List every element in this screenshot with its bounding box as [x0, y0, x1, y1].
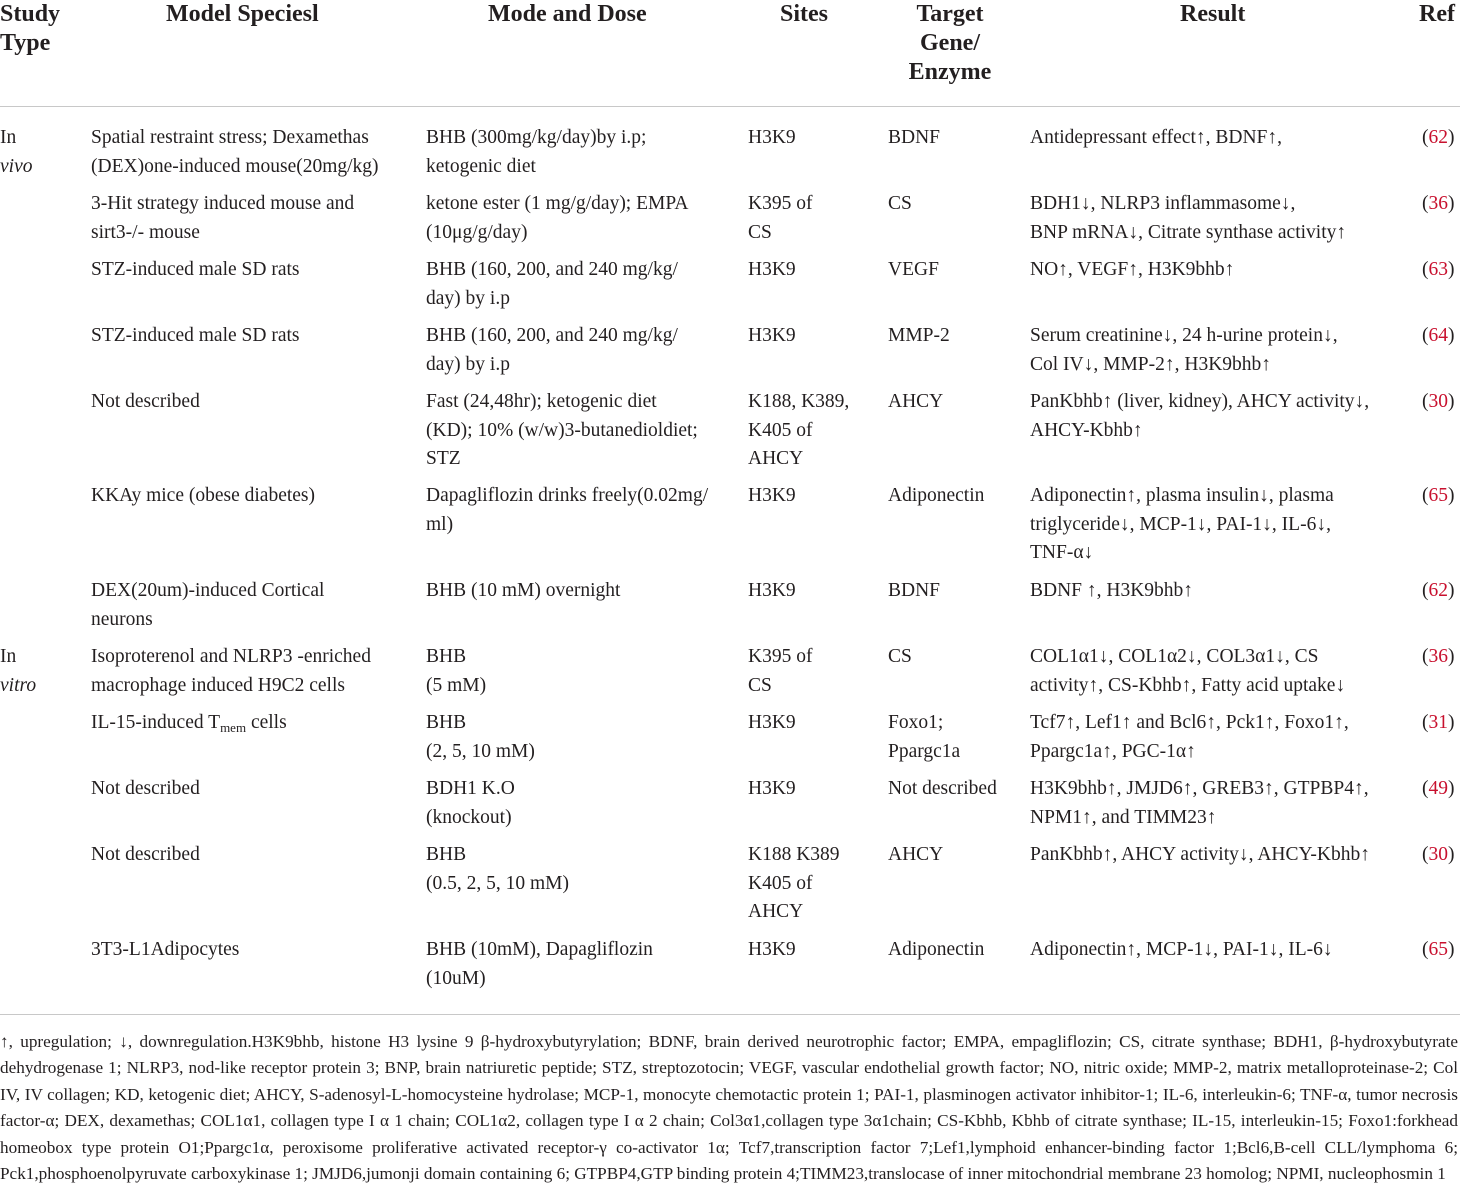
- cell-line: ketone ester (1 mg/g/day); EMPA: [426, 193, 689, 214]
- ref-link[interactable]: 62: [1428, 580, 1448, 601]
- cell-line: BHB (160, 200, and 240 mg/kg/: [426, 325, 678, 346]
- header-model-species: Model Speciesl: [166, 1, 319, 27]
- cell-sites: [748, 577, 873, 606]
- cell-target-gene: [888, 775, 1023, 804]
- cell-mode-and-dose: [426, 190, 736, 247]
- footer-divider: [0, 1014, 1460, 1015]
- header-study-type: [0, 0, 60, 58]
- ref-link[interactable]: 65: [1428, 485, 1448, 506]
- cell-line: CS: [748, 674, 772, 696]
- cell-result: [1030, 936, 1430, 965]
- cell-line: (5 mM): [426, 674, 487, 696]
- cell-line: BDNF: [888, 580, 941, 601]
- cell-line: BHB: [426, 646, 467, 667]
- cell-target-gene: [888, 482, 1023, 511]
- cell-sites: [748, 709, 873, 738]
- cell-model-species: [91, 775, 411, 804]
- cell-line: H3K9: [748, 259, 796, 280]
- cell-line: H3K9: [748, 325, 796, 346]
- cell-result: [1030, 841, 1430, 870]
- cell-line: BHB (10mM), Dapagliflozin: [426, 939, 653, 960]
- cell-model-species: [91, 936, 411, 965]
- cell-line: BHB (10 mM) overnight: [426, 580, 621, 601]
- cell-line: sirt3-/- mouse: [91, 221, 200, 243]
- cell-model-species: [91, 577, 411, 634]
- cell-target-gene: [888, 577, 1023, 606]
- cell-line: (knockout): [426, 806, 512, 828]
- cell-sites: [748, 775, 873, 804]
- header-result: Result: [1180, 1, 1246, 27]
- cell-line: Tcf7↑, Lef1↑ and Bcl6↑, Pck1↑, Foxo1↑,: [1030, 712, 1349, 733]
- cell-result: [1030, 577, 1430, 606]
- cell-ref: (30): [1422, 844, 1455, 865]
- cell-line: Adiponectin↑, plasma insulin↓, plasma: [1030, 485, 1334, 506]
- cell-sites: [748, 841, 873, 927]
- cell-ref: (36): [1422, 193, 1455, 214]
- ref-link[interactable]: 64: [1428, 325, 1448, 346]
- cell-line: BDH1 K.O: [426, 778, 515, 799]
- cell-line: Not described: [91, 778, 200, 799]
- cell-target-gene: [888, 643, 1023, 672]
- cell-model-species: [91, 709, 411, 738]
- cell-mode-and-dose: [426, 388, 736, 474]
- cell-target-gene: [888, 709, 1023, 766]
- cell-line: COL1α1↓, COL1α2↓, COL3α1↓, CS: [1030, 646, 1319, 667]
- cell-mode-and-dose: [426, 482, 736, 539]
- header-ref: Ref: [1419, 1, 1455, 27]
- cell-line: BHB (160, 200, and 240 mg/kg/: [426, 259, 678, 280]
- cell-line: day) by i.p: [426, 287, 510, 309]
- ref-link[interactable]: 36: [1428, 646, 1448, 667]
- cell-ref: (65): [1422, 485, 1455, 506]
- cell-sites: [748, 256, 873, 285]
- ref-link[interactable]: 30: [1428, 844, 1448, 865]
- cell-ref: (64): [1422, 325, 1455, 346]
- cell-result: [1030, 322, 1430, 379]
- cell-line: VEGF: [888, 259, 939, 280]
- cell-line: PanKbhb↑, AHCY activity↓, AHCY-Kbhb↑: [1030, 844, 1370, 865]
- cell-result: [1030, 124, 1430, 153]
- cell-ref: (36): [1422, 646, 1455, 667]
- cell-line: BDH1↓, NLRP3 inflammasome↓,: [1030, 193, 1296, 214]
- cell-line: CS: [888, 193, 912, 214]
- cell-line: K395 of: [748, 646, 813, 667]
- cell-sites: [748, 322, 873, 351]
- cell-ref: (63): [1422, 259, 1455, 280]
- cell-line: H3K9: [748, 712, 796, 733]
- cell-model-species: [91, 482, 411, 511]
- cell-result: [1030, 256, 1430, 285]
- group-label-line: vitro: [0, 674, 37, 696]
- cell-line: H3K9: [748, 778, 796, 799]
- cell-line: AHCY: [748, 448, 804, 470]
- cell-ref: (65): [1422, 939, 1455, 960]
- ref-link[interactable]: 31: [1428, 712, 1448, 733]
- cell-line: NPM1↑, and TIMM23↑: [1030, 806, 1217, 828]
- cell-mode-and-dose: [426, 775, 736, 832]
- cell-line: H3K9bhb↑, JMJD6↑, GREB3↑, GTPBP4↑,: [1030, 778, 1369, 799]
- cell-line: Antidepressant effect↑, BDNF↑,: [1030, 127, 1283, 148]
- cell-line: K188 K389: [748, 844, 840, 865]
- cell-line: BDNF: [888, 127, 941, 148]
- cell-line: AHCY: [888, 391, 944, 412]
- header-target-gene: [904, 0, 996, 87]
- cell-line: Foxo1;: [888, 712, 944, 733]
- cell-line: Isoproterenol and NLRP3 -enriched: [91, 646, 371, 667]
- cell-line: Dapagliflozin drinks freely(0.02mg/: [426, 485, 709, 506]
- cell-target-gene: [888, 936, 1023, 965]
- cell-line: Not described: [888, 778, 997, 799]
- cell-result: [1030, 388, 1430, 445]
- cell-target-gene: [888, 256, 1023, 285]
- header-study-type-line: Type: [0, 30, 51, 56]
- cell-line: 3T3-L1Adipocytes: [91, 939, 240, 960]
- cell-line: CS: [748, 221, 772, 243]
- group-label-in-vivo: [0, 124, 32, 181]
- cell-target-gene: [888, 322, 1023, 351]
- cell-line: BNP mRNA↓, Citrate synthase activity↑: [1030, 221, 1347, 243]
- cell-line: (10μg/g/day): [426, 221, 528, 243]
- cell-line: Spatial restraint stress; Dexamethas: [91, 127, 369, 148]
- cell-line: macrophage induced H9C2 cells: [91, 674, 345, 696]
- cell-line: Not described: [91, 391, 200, 412]
- cell-line: (0.5, 2, 5, 10 mM): [426, 872, 569, 894]
- cell-ref: (62): [1422, 580, 1455, 601]
- cell-line: AHCY: [888, 844, 944, 865]
- cell-line: activity↑, CS-Kbhb↑, Fatty acid uptake↓: [1030, 674, 1346, 696]
- cell-mode-and-dose: [426, 643, 736, 700]
- ref-link[interactable]: 36: [1428, 193, 1448, 214]
- cell-line: TNF-α↓: [1030, 542, 1094, 564]
- cell-line: Serum creatinine↓, 24 h-urine protein↓,: [1030, 325, 1338, 346]
- header-divider: [0, 106, 1460, 107]
- cell-target-gene: [888, 388, 1023, 417]
- ref-link[interactable]: 62: [1428, 127, 1448, 148]
- cell-line: BHB: [426, 844, 467, 865]
- cell-line: BHB (300mg/kg/day)by i.p;: [426, 127, 647, 148]
- cell-line: (10uM): [426, 967, 486, 989]
- cell-sites: [748, 643, 873, 700]
- cell-line: AHCY: [748, 901, 804, 923]
- cell-line: AHCY-Kbhb↑: [1030, 419, 1143, 441]
- header-target-line: Gene/: [920, 30, 980, 56]
- cell-line: DEX(20um)-induced Cortical: [91, 580, 325, 601]
- cell-line: NO↑, VEGF↑, H3K9bhb↑: [1030, 259, 1235, 280]
- cell-line: Adiponectin: [888, 939, 985, 960]
- cell-line: K405 of: [748, 872, 813, 894]
- cell-target-gene: [888, 841, 1023, 870]
- header-target-line: Enzyme: [908, 59, 992, 85]
- cell-mode-and-dose: [426, 256, 736, 313]
- cell-mode-and-dose: [426, 322, 736, 379]
- cell-model-species: [91, 322, 411, 351]
- cell-ref: (31): [1422, 712, 1455, 733]
- cell-line: BHB: [426, 712, 467, 733]
- cell-line: (DEX)one-induced mouse(20mg/kg): [91, 155, 379, 177]
- ref-link[interactable]: 65: [1428, 939, 1448, 960]
- cell-model-species: [91, 124, 411, 181]
- cell-sites: [748, 124, 873, 153]
- cell-line: BDNF ↑, H3K9bhb↑: [1030, 580, 1194, 601]
- cell-line: H3K9: [748, 127, 796, 148]
- cell-text: IL-15-induced T: [91, 712, 221, 733]
- cell-line: Ppargc1a↑, PGC-1α↑: [1030, 740, 1196, 762]
- cell-mode-and-dose: [426, 936, 736, 993]
- header-sites: Sites: [780, 1, 828, 27]
- cell-model-species: [91, 190, 411, 247]
- ref-link[interactable]: 49: [1428, 778, 1448, 799]
- header-mode-and-dose: Mode and Dose: [488, 1, 647, 27]
- cell-line: CS: [888, 646, 912, 667]
- cell-ref: (62): [1422, 127, 1455, 148]
- cell-line: STZ-induced male SD rats: [91, 259, 300, 280]
- cell-line: Fast (24,48hr); ketogenic diet: [426, 391, 657, 412]
- cell-line: neurons: [91, 608, 153, 630]
- cell-text: cells: [246, 712, 287, 733]
- cell-subscript: mem: [220, 720, 247, 735]
- cell-line: Col IV↓, MMP-2↑, H3K9bhb↑: [1030, 353, 1272, 375]
- group-label-in-vitro: [0, 643, 36, 700]
- cell-line: STZ-induced male SD rats: [91, 325, 300, 346]
- table-footnote: ↑, upregulation; ↓, downregulation.H3K9bhb, histone H3 lysine 9 β-hydroxybutyrylation; BDNF, brain derived neurotrophic factor; EMPA, empagliflozin; CS, citrate synthase; BDH1, β-hydroxybutyrate dehydrogenase 1; NLRP3, nod-like receptor protein 3; BNP, brain natriuretic peptide; STZ, streptozotocin; VEGF, vascular endothelial growth factor; NO, nitric oxide; MMP-2, matrix metalloproteinase-2; Col IV, IV collagen; KD, ketogenic diet; AHCY, S-adenosyl-L-homocysteine hydrolase; MCP-1, monocyte chemotactic protein 1; PAI-1, plasminogen activator inhibitor-1; IL-6, interleukin-6; TNF-α, tumor necrosis factor-α; DEX, dexamethas; COL1α1, collagen type I α 1 chain; COL1α2, collagen type I α 2 chain; Col3α1,collagen type 3α1chain; CS-Kbhb, Kbhb of citrate synthase; IL-15, interleukin-15; Foxo1:forkhead homeobox type protein O1;Ppargc1α, peroxisome proliferative activated receptor-γ co-activator 1α; Tcf7,transcription factor 7;Lef1,lymphoid enhancer-binding factor 1;Bcl6,B-cell CLL/lymphoma 6; Pck1,phosphoenolpyruvate carboxykinase 1; JMJD6,jumonji domain containing 6; GTPBP4,GTP binding protein 4;TIMM23,translocase of inner mitochondrial membrane 23 homolog; NPMI, nucleophosmin 1: [0, 1032, 1458, 1184]
- cell-result: [1030, 482, 1430, 568]
- cell-sites: [748, 388, 873, 474]
- header-study-type-line: Study: [0, 1, 61, 27]
- cell-line: H3K9: [748, 939, 796, 960]
- cell-line: Ppargc1a: [888, 740, 961, 762]
- cell-model-species: [91, 388, 411, 417]
- cell-line: Not described: [91, 844, 200, 865]
- cell-line: Adiponectin↑, MCP-1↓, PAI-1↓, IL-6↓: [1030, 939, 1333, 960]
- cell-line: [91, 709, 411, 738]
- header-target-line: Target: [916, 1, 984, 27]
- cell-model-species: [91, 841, 411, 870]
- cell-line: K188, K389,: [748, 391, 850, 412]
- cell-line: PanKbhb↑ (liver, kidney), AHCY activity↓,: [1030, 391, 1370, 412]
- cell-ref: (49): [1422, 778, 1455, 799]
- cell-sites: [748, 936, 873, 965]
- cell-line: K395 of: [748, 193, 813, 214]
- cell-line: (2, 5, 10 mM): [426, 740, 535, 762]
- cell-mode-and-dose: [426, 577, 736, 606]
- cell-model-species: [91, 643, 411, 700]
- cell-mode-and-dose: [426, 124, 736, 181]
- cell-line: STZ: [426, 448, 461, 470]
- cell-line: MMP-2: [888, 325, 950, 346]
- cell-line: H3K9: [748, 580, 796, 601]
- cell-result: [1030, 190, 1430, 247]
- cell-mode-and-dose: [426, 841, 736, 898]
- cell-line: H3K9: [748, 485, 796, 506]
- cell-line: (KD); 10% (w/w)3-butanedioldiet;: [426, 419, 698, 441]
- cell-line: KKAy mice (obese diabetes): [91, 485, 316, 506]
- cell-sites: [748, 190, 873, 247]
- cell-line: ketogenic diet: [426, 155, 536, 177]
- cell-target-gene: [888, 124, 1023, 153]
- group-label-line: In: [0, 127, 17, 148]
- group-label-line: vivo: [0, 155, 33, 177]
- ref-link[interactable]: 63: [1428, 259, 1448, 280]
- cell-line: ml): [426, 513, 454, 535]
- group-label-line: In: [0, 646, 17, 667]
- cell-target-gene: [888, 190, 1023, 219]
- cell-line: 3-Hit strategy induced mouse and: [91, 193, 355, 214]
- cell-line: K405 of: [748, 419, 813, 441]
- cell-result: [1030, 709, 1430, 766]
- cell-ref: (30): [1422, 391, 1455, 412]
- cell-model-species: [91, 256, 411, 285]
- cell-line: Adiponectin: [888, 485, 985, 506]
- cell-result: [1030, 643, 1430, 700]
- cell-mode-and-dose: [426, 709, 736, 766]
- cell-line: day) by i.p: [426, 353, 510, 375]
- cell-result: [1030, 775, 1430, 832]
- ref-link[interactable]: 30: [1428, 391, 1448, 412]
- cell-sites: [748, 482, 873, 511]
- cell-line: triglyceride↓, MCP-1↓, PAI-1↓, IL-6↓,: [1030, 513, 1331, 535]
